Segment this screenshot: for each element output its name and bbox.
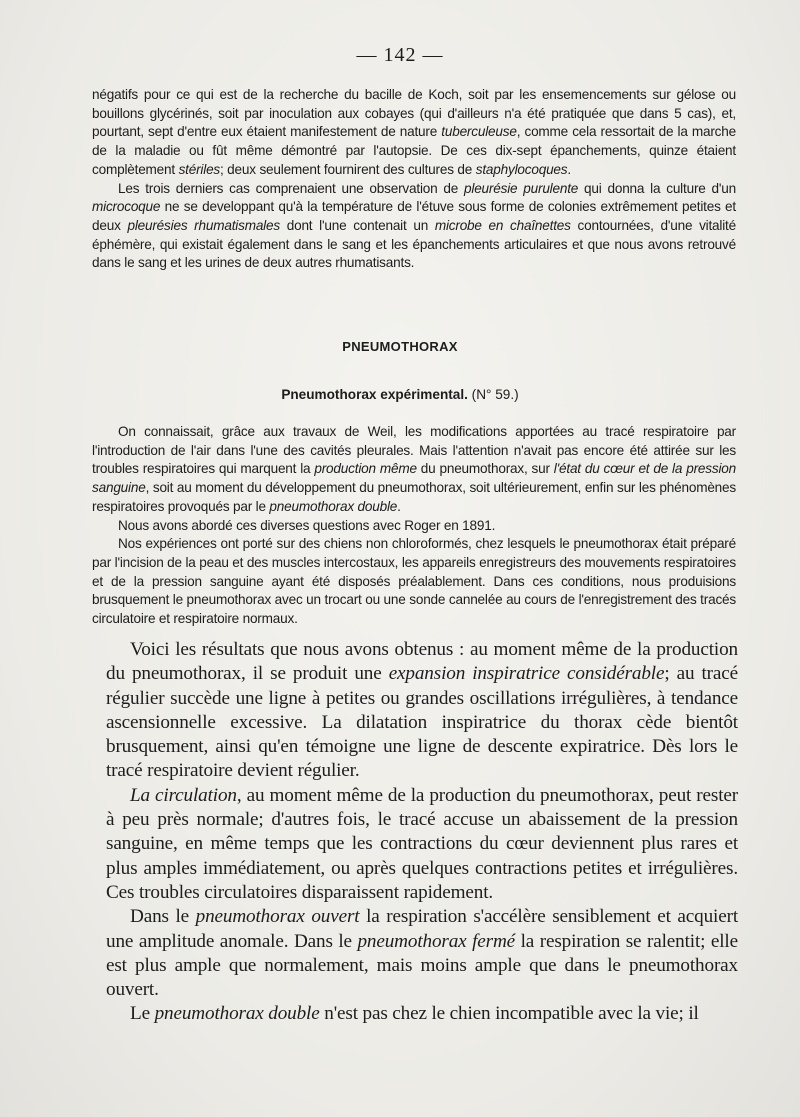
experiment-text-block bbox=[92, 423, 736, 629]
text-run: ; au tracé régulier succède une ligne à petites ou grandes oscillations irrégulières, à tendance ascensionnelle excessive. La dilatation inspiratrice du thorax cède bientôt brusquement, ainsi qu'en témoigne une ligne de descente expiratrice. Dès lors le tracé respiratoire devient régulier. bbox=[106, 663, 738, 782]
subheading-title: Pneumothorax expérimental. bbox=[281, 387, 468, 402]
text-run: contournées, d'une vitalité éphémère, qui existait également dans le sang et les épanchements articulaires et que nous avons retrouvé dans le sang et les urines de deux autres rhumatisants. bbox=[92, 217, 736, 271]
paragraph bbox=[106, 638, 738, 784]
text-run: ne se developpant qu'à la température de l'étuve sous forme de colonies extrêmement petites et deux bbox=[92, 199, 736, 233]
italic-text: production même bbox=[314, 461, 417, 477]
paragraph bbox=[92, 535, 736, 629]
italic-text: microbe en chaînettes bbox=[434, 217, 571, 233]
text-run: la respiration s'accélère sensiblement et acquiert une amplitude anomale. Dans le bbox=[106, 906, 738, 952]
italic-text: microcoque bbox=[92, 199, 161, 215]
text-run: dont l'une contenait un bbox=[279, 217, 435, 233]
text-run: Nos expériences ont porté sur des chiens non chloroformés, chez lesquels le pneumothorax était préparé par l'incision de la peau et des muscles intercostaux, les appareils enregistreurs des mouvements respiratoires et de la pression sanguine ayant été disposés préalablement. Dans ces conditions, nous produisions brusquement le pneumothorax avec un trocart ou une sonde cannelée au cours de l'enregistrement des tracés circulatoire et respiratoire normaux. bbox=[92, 536, 736, 627]
paragraph bbox=[106, 905, 738, 1002]
results-text-block bbox=[106, 638, 738, 1027]
italic-text: pneumothorax ouvert bbox=[195, 906, 360, 928]
subheading bbox=[0, 387, 800, 402]
paragraph bbox=[92, 517, 736, 536]
text-run: Nous avons abordé ces diverses questions avec Roger en 1891. bbox=[118, 517, 496, 533]
section-title: PNEUMOTHORAX bbox=[342, 339, 458, 354]
italic-text: pleurésies rhumatismales bbox=[127, 217, 280, 233]
paragraph bbox=[106, 1002, 738, 1026]
text-run: Dans le bbox=[130, 906, 196, 928]
text-run: . bbox=[567, 161, 571, 177]
italic-text: pneumothorax double bbox=[269, 498, 398, 514]
text-run: la respiration se ralentit; elle est plus ample que normalement, mais moins ample que dans le pneumothorax ouvert. bbox=[106, 930, 738, 1001]
italic-text: pneumothorax double bbox=[154, 1003, 320, 1025]
italic-text: pneumothorax fermé bbox=[357, 930, 516, 952]
text-run: ; deux seulement fournirent des cultures de bbox=[220, 161, 476, 177]
text-run: , au moment même de la production du pneumothorax, peut rester à peu près normale; d'autres fois, le tracé accuse un abaissement de la pression sanguine, en même temps que les contractions du cœur deviennent plus rares et plus amples immédiatement, ou après quelques contractions petites et irrégulières. Ces troubles circulatoires disparaissent rapidement. bbox=[106, 784, 738, 903]
text-run: , comme cela ressortait de la marche de la maladie ou fût même démontré par l'autopsie. De ces dix-sept épanchements, quinze étaient complètement bbox=[92, 124, 736, 177]
text-run: Voici les résultats que nous avons obtenus : au moment même de la production du pneumothorax, il se produit une bbox=[106, 639, 738, 685]
italic-text: staphylocoques bbox=[475, 161, 568, 177]
italic-text: pleurésie purulente bbox=[464, 180, 579, 196]
text-run: Le bbox=[130, 1003, 155, 1025]
subheading-reference: (N° 59.) bbox=[467, 387, 519, 402]
page-number: — 142 — bbox=[356, 44, 444, 66]
italic-text: l'état du cœur et de la pression sanguine bbox=[92, 461, 736, 496]
text-run: On connaissait, grâce aux travaux de Weil, les modifications apportées au tracé respiratoire par l'introduction de l'air dans l'une des cavités pleurales. Mais l'attention n'avait pas encore été attirée sur les troubles respiratoires qui marquent la bbox=[92, 424, 736, 477]
paragraph bbox=[106, 784, 738, 905]
top-text-block bbox=[92, 86, 736, 273]
italic-text: stériles bbox=[178, 161, 221, 177]
paragraph bbox=[92, 180, 736, 274]
text-run: négatifs pour ce qui est de la recherche du bacille de Koch, soit par les ensemencements sur gélose ou bouillons glycérinés, soit par inoculation aux cobayes (qui d'ailleurs n'a été pratiquée que dans 5 cas), et, pourtant, sept d'entre eux étaient manifestement de nature bbox=[92, 87, 736, 140]
text-run: qui donna la culture d'un bbox=[578, 180, 736, 196]
text-run: , soit au moment du développement du pneumothorax, soit ultérieurement, enfin sur les phénomènes respiratoires provoqués par le bbox=[92, 480, 736, 514]
paragraph bbox=[92, 86, 736, 180]
text-run: du pneumothorax, sur bbox=[416, 461, 554, 477]
paragraph bbox=[92, 423, 736, 517]
italic-text: expansion inspiratrice considérable bbox=[388, 663, 665, 685]
text-run: Les trois derniers cas comprenaient une observation de bbox=[118, 180, 465, 196]
text-run: n'est pas chez le chien incompatible avec la vie; il bbox=[319, 1003, 699, 1025]
italic-text: La circulation bbox=[130, 784, 237, 806]
italic-text: tuberculeuse bbox=[441, 124, 517, 140]
text-run: . bbox=[397, 498, 401, 514]
